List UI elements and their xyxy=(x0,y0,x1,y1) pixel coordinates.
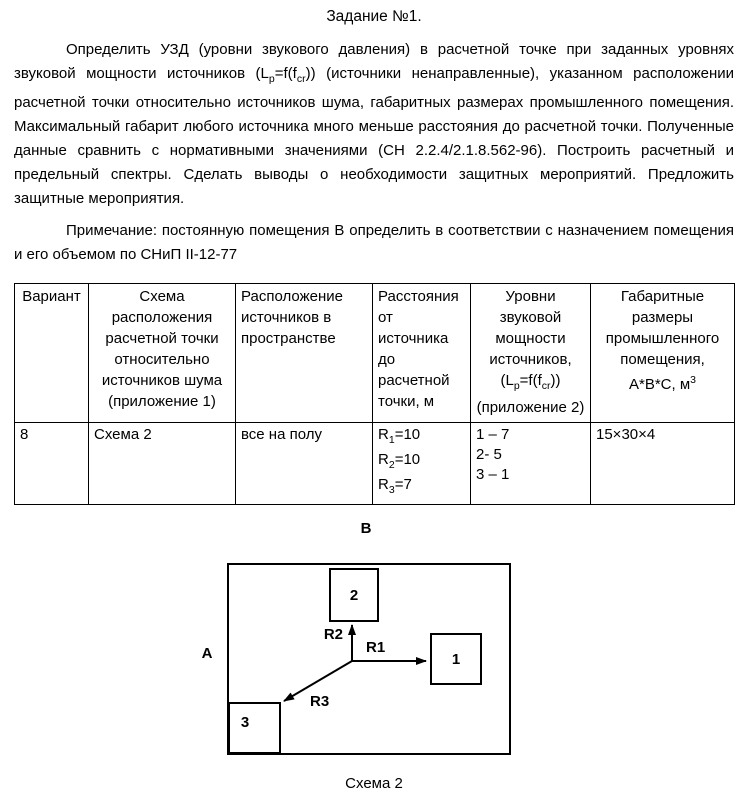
cell-scheme: Схема 2 xyxy=(89,423,236,505)
page-title: Задание №1. xyxy=(326,8,422,25)
col-header-variant: Вариант xyxy=(15,284,89,423)
col-header-source-location: Расположение источников в пространстве xyxy=(236,284,373,423)
cell-variant: 8 xyxy=(15,423,89,505)
cell-source-location: все на полу xyxy=(236,423,373,505)
col-header-scheme: Схема расположения расчетной точки относительно источников шума (приложение 1) xyxy=(89,284,236,423)
wall-label-b: В xyxy=(360,520,372,537)
task-paragraph: Определить УЗД (уровни звукового давления) в расчетной точке при заданных уровнях звуковой мощности источников $(L_p=f(f_{cr}))$ (источники ненаправленные), указанном расположении расчетной точки относительно источников шума, габаритных размерах промышленного помещения. Максимальный габарит любого источника много меньше расстояния до расчетной точки. Полученные данные сравнить с нормативными значениями (СН 2.2.4/2.1.8.562-96). Построить расчетный и предельный спектры. Сделать выводы о необходимости защитных мероприятий. Предложить защитные мероприятия. xyxy=(14,41,735,207)
cell-room-dimensions: 15×30×4 xyxy=(591,423,735,505)
wall-label-a: А xyxy=(201,645,213,662)
source-box-3 xyxy=(229,703,280,753)
source-box-1-label: 1 xyxy=(451,651,461,668)
table-header-row xyxy=(15,284,735,423)
arrow-label-r2: R2 xyxy=(323,626,343,643)
diagram-caption: Схема 2 xyxy=(345,775,403,792)
arrow-label-r1: R1 xyxy=(366,639,386,656)
arrow-label-r3: R3 xyxy=(310,693,330,710)
col-header-distances: Расстояния от источника до расчетной точки, м xyxy=(373,284,471,423)
cell-power-levels: 1 – 7 2- 5 3 – 1 xyxy=(471,423,591,505)
cell-distances: $R_1=10$ $R_2=10$ $R_3=7$ xyxy=(373,423,471,505)
scheme-diagram xyxy=(14,519,734,759)
col-header-power-levels: Уровни звуковой мощности источников, $(L_p=f(f_{cr}))$ (приложение 2) xyxy=(471,284,591,423)
table-row xyxy=(15,423,735,505)
source-box-2-label: 2 xyxy=(349,587,359,604)
col-header-room-dimensions: Габаритные размеры промышленного помещения, A*B*C, $м^3$ xyxy=(591,284,735,423)
source-box-3-label: 3 xyxy=(240,714,250,731)
note-paragraph: Примечание: постоянную помещения В определить в соответствии с назначением помещения и его объемом по СНиП II-12-77 xyxy=(14,222,734,263)
variants-table xyxy=(14,283,735,505)
